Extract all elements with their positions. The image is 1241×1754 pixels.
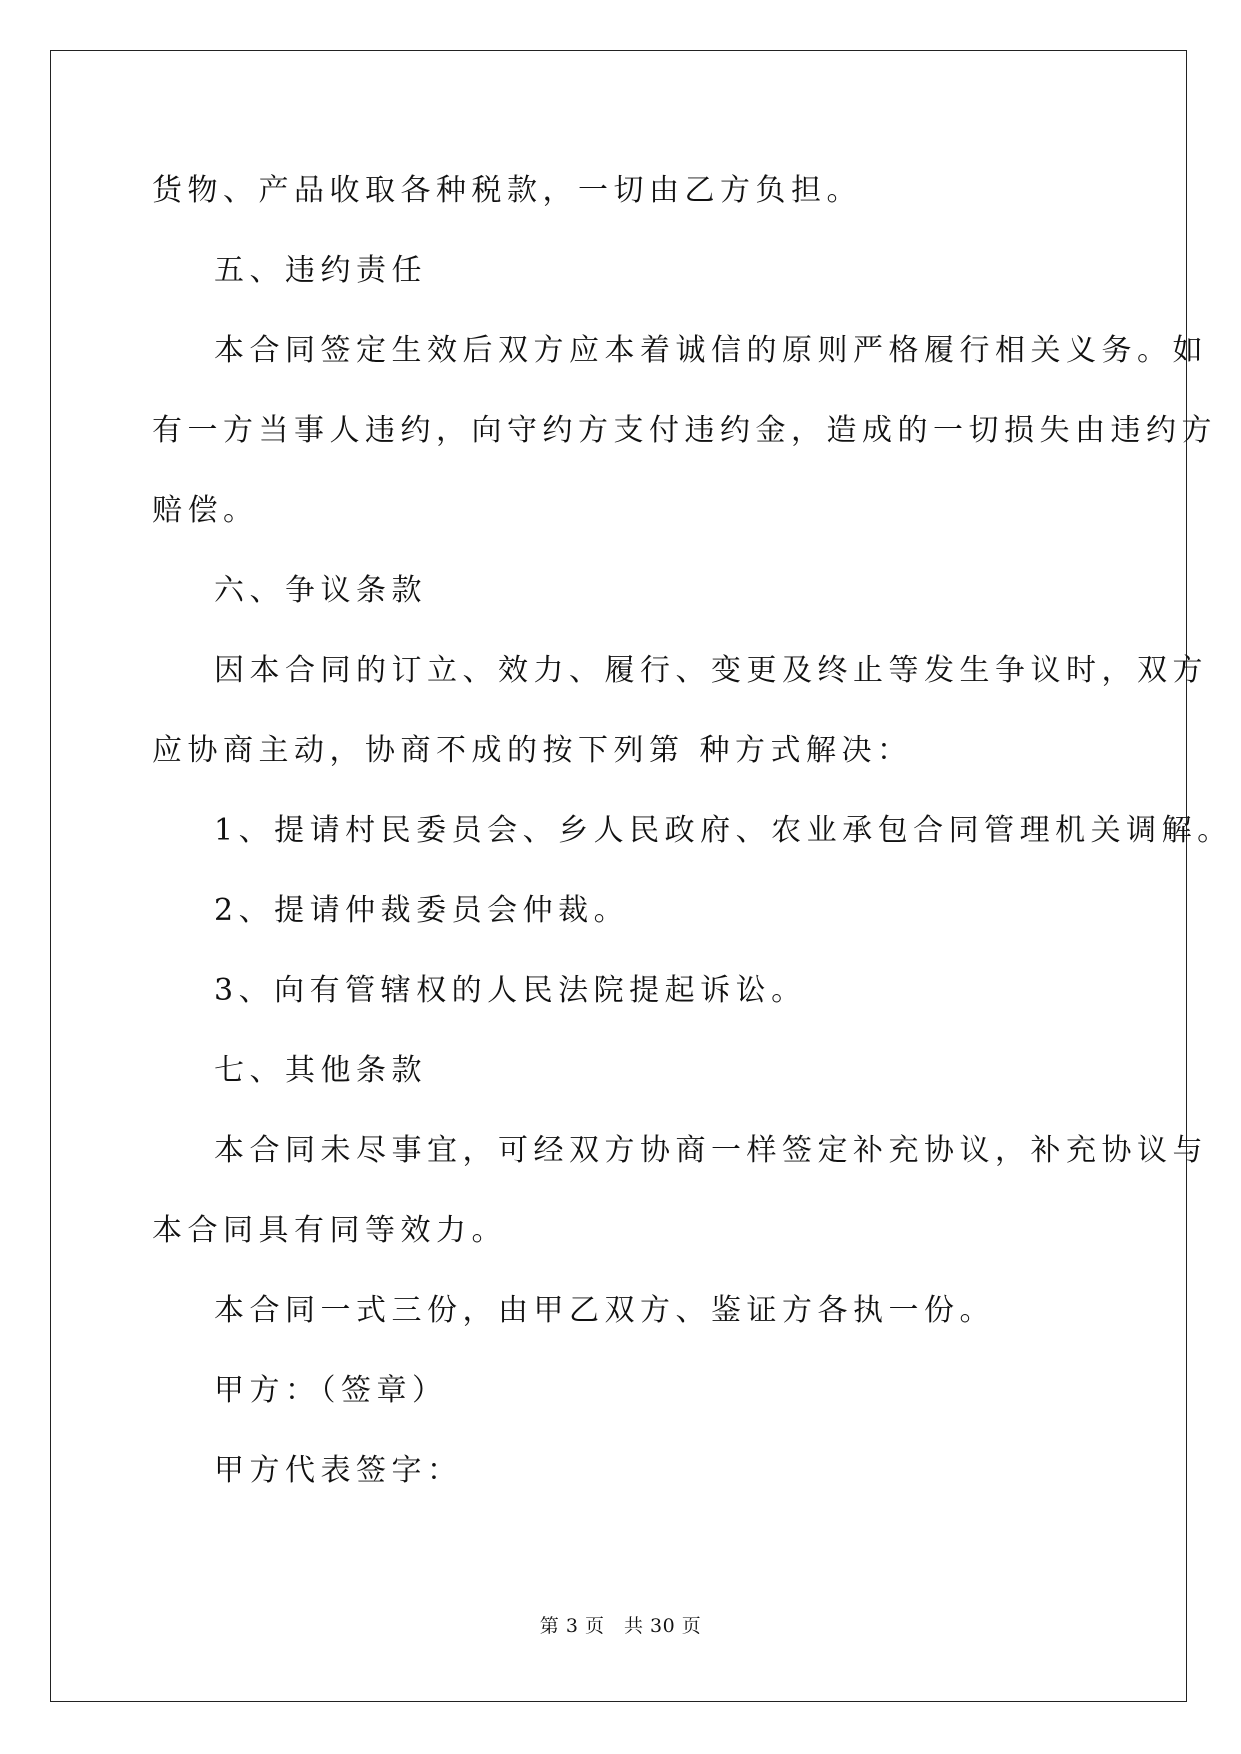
party-a-signature-line: 甲方代表签字： <box>214 1453 463 1488</box>
section-heading-other: 七、其他条款 <box>214 1053 427 1088</box>
paragraph-line: 应协商主动，协商不成的按下列第 种方式解决： <box>152 733 913 768</box>
paragraph-line: 有一方当事人违约，向守约方支付违约金，造成的一切损失由违约方 <box>152 413 1217 448</box>
list-item: 2、提请仲裁委员会仲裁。 <box>214 893 630 928</box>
section-heading-dispute: 六、争议条款 <box>214 573 427 608</box>
list-item: 1、提请村民委员会、乡人民政府、农业承包合同管理机关调解。 <box>214 813 1233 848</box>
party-a-seal-line: 甲方：（签章） <box>214 1373 448 1408</box>
paragraph-line: 因本合同的订立、效力、履行、变更及终止等发生争议时，双方 <box>214 653 1208 688</box>
paragraph-line: 本合同签定生效后双方应本着诚信的原则严格履行相关义务。如 <box>214 333 1208 368</box>
page-number-footer: 第 3 页 共 30 页 <box>539 1615 702 1637</box>
paragraph-line: 货物、产品收取各种税款，一切由乙方负担。 <box>152 173 862 208</box>
paragraph-line: 本合同未尽事宜，可经双方协商一样签定补充协议，补充协议与 <box>214 1133 1208 1168</box>
paragraph-line: 本合同一式三份，由甲乙双方、鉴证方各执一份。 <box>214 1293 995 1328</box>
paragraph-line: 本合同具有同等效力。 <box>152 1213 507 1248</box>
section-heading-breach: 五、违约责任 <box>214 253 427 288</box>
list-item: 3、向有管辖权的人民法院提起诉讼。 <box>214 973 807 1008</box>
paragraph-line: 赔偿。 <box>152 493 259 528</box>
